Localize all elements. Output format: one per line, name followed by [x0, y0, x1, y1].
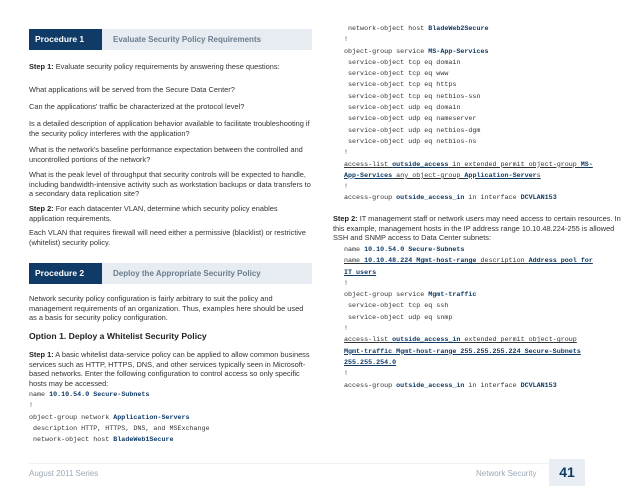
left-step1: Step 1: Evaluate security policy requirements by answering these questions: [29, 62, 280, 71]
question-1: What applications will be served from the Secure Data Center? [29, 85, 235, 94]
step-label: Step 1: [29, 350, 54, 359]
page-number: 41 [549, 459, 585, 486]
code-block-left: name 10.10.54.0 Secure-Subnets ! object-group network Application-Servers description HTTP, HTTPS, DNS, and MSExchange network-object host BladeWeb1Secure [29, 391, 210, 445]
procedure-1-bar [29, 29, 312, 50]
question-4: What is the network's baseline performance expectation between the controlled and uncontrolled portions of the network? [29, 145, 303, 164]
procedure-1-title: Evaluate Security Policy Requirements [113, 35, 262, 44]
procedure-2-bar [29, 263, 312, 284]
procedure-2-number: Procedure 2 [29, 263, 102, 284]
question-3: Is a detailed description of application behavior available to facilitate troubleshooting if the security policy interferes with the application? [29, 119, 310, 138]
question-5: What is the peak level of throughput that security controls will be expected to handle, including bandwidth-intensive activity such as workstation backups or data transfers to a secondary data replication site? [29, 170, 311, 199]
question-2: Can the applications' traffic be characterized at the protocol level? [29, 102, 245, 111]
step-label: Step 2: [333, 214, 358, 223]
step-label: Step 2: [29, 204, 54, 213]
code-block-right-2: name 10.10.54.0 Secure-Subnets name 10.10.48.224 Mgmt-host-range description Address pool for IT users ! object-group service Mgmt-traffic service-object tcp eq ssh service-object udp eq snmp ! access-list outside_access_in extended permit object-group Mgmt-traffic Mgmt-host-range 255.255.255.224 Secure-Subnets 255.255.254.0 ! access-group outside_access_in in interface DCVLAN153 [344, 246, 593, 390]
option1-step1: Step 1: A basic whitelist data-service policy can be applied to allow common business services such as HTTP, HTTPS, DNS, and other services typically seen in Microsoft-based networks. Enter the following configuration to control access so only specific hosts may be accessed: [29, 350, 310, 388]
footer-divider [29, 463, 549, 464]
footer-date: August 2011 Series [29, 469, 99, 478]
procedure-1-number: Procedure 1 [29, 29, 102, 50]
procedure-2-intro: Network security policy configuration is fairly arbitrary to suit the policy and management requirements of an organization. Thus, examples here should be used as a basis for security policy configuration. [29, 294, 304, 323]
code-block-right-1: network-object host BladeWeb2Secure ! object-group service MS-App-Services service-object tcp eq domain service-object tcp eq www service-object tcp eq https service-object tcp eq netbios-ssn service-object udp eq domain service-object udp eq nameserver service-object udp eq netbios-dgm service-object udp eq netbios-ns ! access-list outside_access in extended permit object-group MS- App-Services any object-group Application-Servers ! access-group outside_access_in in interface DCVLAN153 [344, 25, 593, 203]
step2-note: Each VLAN that requires firewall will need either a permissive (blacklist) or restrictive (whitelist) security policy. [29, 228, 306, 247]
footer-section: Network Security [476, 469, 537, 478]
left-step2: Step 2: For each datacenter VLAN, determine which security policy enables application requirements. [29, 204, 278, 223]
procedure-2-title: Deploy the Appropriate Security Policy [113, 269, 261, 278]
option-1-heading: Option 1. Deploy a Whitelist Security Policy [29, 331, 207, 341]
right-step2: Step 2: IT management staff or network users may need access to certain resources. In this example, management hosts in the IP address range 10.10.48.224-255 is allowed SSH and SNMP access to Data Center subnets: [333, 214, 621, 243]
step-label: Step 1: [29, 62, 54, 71]
